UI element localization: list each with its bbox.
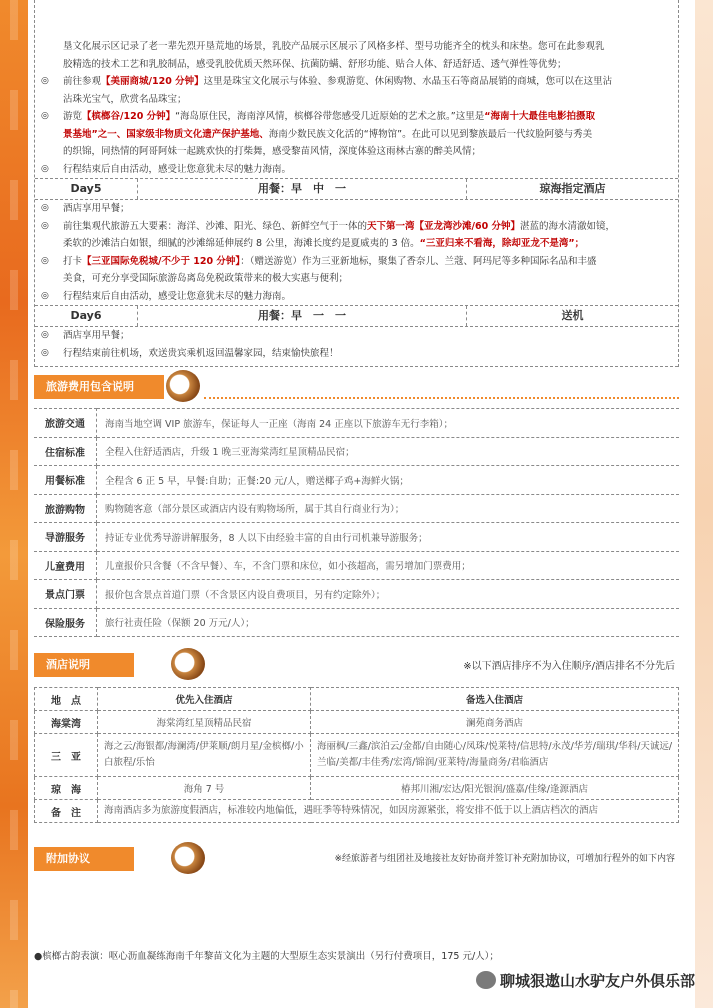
fee-value: 报价包含景点首道门票（不含景区内设自费项目，另有约定除外）；: [97, 580, 680, 609]
extra-section-header: [34, 841, 679, 877]
highlight-text: 【美丽商城/120 分钟】: [101, 76, 204, 87]
fees-section-header: [34, 369, 679, 405]
bullet-line: [35, 108, 678, 126]
text-line: [35, 270, 678, 288]
bullet-line: [35, 327, 678, 345]
body-text: “海岛原住民，海南淳风情，槟榔谷带您感受几近原始的艺术之旅。”这里是: [175, 111, 485, 122]
brand-watermark: [476, 970, 695, 991]
hotel-label: 琼海指定酒店: [539, 182, 606, 195]
fee-key: 住宿标准: [34, 437, 97, 466]
hotel-alternate: 澜苑商务酒店: [311, 711, 679, 734]
hotel-place: 琼 海: [35, 777, 98, 800]
body-text: 胶精选的技术工艺和乳胶制品，感受乳胶优质天然环保、抗菌防螨、舒形功能、贴合人体、舒适舒适、透气弹性等优势；: [63, 58, 567, 70]
wechat-icon: [476, 971, 496, 989]
fee-value: 旅行社责任险（保额 20 万元/人）；: [97, 608, 680, 637]
fee-key: 儿童费用: [34, 551, 97, 580]
header-preferred: 优先入住酒店: [98, 688, 311, 711]
text-line: [35, 126, 678, 144]
hotels-table: [34, 687, 679, 823]
body-text: 酒店享用早餐；: [63, 203, 130, 214]
hotel-row: [35, 734, 679, 777]
body-text: ：（赠送游览）作为三亚新地标，聚集了香奈儿、兰蔻、阿玛尼等多种国际名品和丰盛: [240, 255, 597, 267]
bullet-line: [35, 161, 678, 179]
body-text: 沾珠光宝气，欣赏名品珠宝；: [63, 93, 187, 105]
fee-key: 旅游交通: [34, 409, 97, 438]
body-text: 海南少数民族文化活的“博物馆”。在此可以见到黎族最后一代纹脸阿婆与秀美: [268, 128, 593, 140]
fees-title: 旅游费用包含说明: [34, 375, 164, 399]
hotel-row: [35, 777, 679, 800]
body-text: 柔软的沙滩洁白如银，细腻的沙滩绵延伸展约 8 公里，海滩长度约是夏威夷的 3 倍。: [63, 238, 420, 249]
fees-table: [34, 408, 679, 637]
text-line: [35, 91, 678, 109]
highlight-text: 天下第一湾【亚龙湾沙滩/60 分钟】: [367, 220, 521, 232]
fee-key: 保险服务: [34, 608, 97, 637]
fee-value: 儿童报价只含餐（不含早餐）、车，不含门票和床位，如小孩超高，需另增加门票费用；: [97, 551, 680, 580]
hotel-place: 海棠湾: [35, 711, 98, 734]
body-text: 这里是珠宝文化展示与体验、参观游览、休闲购物、水晶玉石等商品展销的商城，您可以在这里沾: [203, 76, 613, 87]
text-line: [35, 56, 678, 74]
hotel-row: [35, 711, 679, 734]
hotel-remark: 海南酒店多为旅游度假酒店，标准较内地偏低，遇旺季等特殊情况，如因房源紧张，将安排不低于以上酒店档次的酒店: [98, 800, 679, 823]
divider: [204, 397, 679, 399]
body-text: 湛蓝的海水清澈如镜，: [520, 220, 616, 232]
fee-row: [34, 551, 679, 580]
coconut-icon: [171, 842, 205, 874]
fee-key: 用餐标准: [34, 466, 97, 495]
hotel-place: 三 亚: [35, 734, 98, 777]
hotel-row: [35, 800, 679, 823]
fee-row: [34, 437, 679, 466]
body-text: 前往集观代旅游五大要素：海洋、沙滩、阳光、绿色、新鲜空气于一体的: [63, 220, 368, 232]
fee-row: [34, 608, 679, 637]
hotels-title: 酒店说明: [34, 653, 134, 677]
bullet-line: [35, 253, 678, 271]
left-decorative-strip: [0, 0, 28, 1008]
body-text: 行程结束后自由活动，感受让您意犹未尽的魅力海南。: [63, 290, 292, 302]
fee-value: 海南当地空调 VIP 旅游车，保证每人一正座（海南 24 正座以下旅游车无行李箱）；: [97, 409, 680, 438]
hotel-place: 备 注: [35, 800, 98, 823]
fee-row: [34, 409, 679, 438]
fee-key: 旅游购物: [34, 494, 97, 523]
extra-title: 附加协议: [34, 847, 134, 871]
document-content: [34, 0, 679, 877]
bullet-line: [35, 288, 678, 306]
fee-key: 景点门票: [34, 580, 97, 609]
hotels-section-header: [34, 647, 679, 683]
highlight-text: 【三亚国际免税城/不少于 120 分钟】: [82, 255, 241, 267]
itinerary-section: [34, 0, 679, 367]
body-text: 酒店享用早餐；: [63, 330, 130, 341]
day6-row: [35, 305, 678, 327]
hotel-label: 送机: [561, 309, 584, 322]
body-text: 垦文化展示区记录了老一辈先烈开垦荒地的场景，乳胶产品展示区展示了风格多样、型号功能齐全的枕头和床垫。您可在此参观乳: [63, 41, 605, 52]
fee-key: 导游服务: [34, 523, 97, 552]
text-line: [35, 235, 678, 253]
bullet-line: [35, 218, 678, 236]
extra-item: ●槟榔古韵表演：呕心沥血凝练海南千年黎苗文化为主题的大型原生态实景演出（另行付费项目，175 元/人）；: [34, 951, 499, 962]
header-alternate: 备选入住酒店: [311, 688, 679, 711]
fee-row: [34, 466, 679, 495]
fee-row: [34, 494, 679, 523]
body-text: 行程结束前往机场，欢送贵宾乘机返回温馨家园，结束愉快旅程！: [63, 347, 339, 359]
text-line: [35, 38, 678, 56]
body-text: 行程结束后自由活动，感受让您意犹未尽的魅力海南。: [63, 163, 292, 175]
hotel-preferred: 海角 7 号: [98, 777, 311, 800]
bullet-line: [35, 345, 678, 363]
highlight-text: “三亚归来不看海，除却亚龙不是湾”；: [419, 238, 585, 249]
hotel-alternate: 椿邦川湘/宏达/阳光银润/盛嘉/佳缘/逢源酒店: [311, 777, 679, 800]
fee-value: 全程含 6 正 5 早，早餐:自助；正餐:20 元/人，赠送椰子鸡+海鲜火锅；: [97, 466, 680, 495]
hotel-alternate: 海丽枫/三鑫/滨泊云/金都/自由随心/凤珠/悦莱特/信思特/永茂/华芳/瑞琪/华科/天诚远/兰临/美都/丰佳秀/宏湾/锦润/亚莱特/海量商务/君临酒店: [311, 734, 679, 777]
extra-note: ※经旅游者与组团社及地接社友好协商并签订补充附加协议，可增加行程外的如下内容: [334, 854, 675, 864]
day-label: Day6: [35, 306, 138, 326]
itinerary-top-lines: [35, 0, 678, 178]
fee-value: 全程入住舒适酒店，升级 1 晚三亚海棠湾红星顶精品民宿；: [97, 437, 680, 466]
coconut-icon: [171, 648, 205, 680]
coconut-icon: [166, 370, 200, 402]
fee-value: 持证专业优秀导游讲解服务，8 人以下由经验丰富的自由行司机兼导游服务；: [97, 523, 680, 552]
highlight-text: 景基地”之一、国家级非物质文化遗产保护基地、: [63, 128, 269, 140]
day5-lines: [35, 200, 678, 305]
hotel-preferred: 海棠湾红星顶精品民宿: [98, 711, 311, 734]
day5-row: [35, 178, 678, 200]
highlight-text: “海南十大最佳电影拍摄取: [484, 111, 595, 122]
text-line: [35, 143, 678, 161]
right-decorative-strip: [695, 0, 713, 1008]
brand-name: 聊城狠遨山水驴友户外俱乐部: [499, 972, 695, 990]
bullet-line: [35, 73, 678, 91]
hotel-preferred: 海之云/海银都/海澜湾/伊莱顺/朗月星/金槟榔/小白旅程/乐怡: [98, 734, 311, 777]
highlight-text: 【槟榔谷/120 分钟】: [82, 111, 176, 122]
body-text: 打卡: [63, 255, 83, 267]
meals-label: 用餐：早 一 一: [138, 306, 467, 326]
fee-row: [34, 523, 679, 552]
day-label: Day5: [35, 179, 138, 199]
bullet-line: [35, 200, 678, 218]
meals-label: 用餐：早 中 一: [138, 179, 467, 199]
fee-value: 购物随客意（部分景区或酒店内设有购物场所，属于其自行商业行为）；: [97, 494, 680, 523]
body-text: 美食，可充分享受国际旅游岛离岛免税政策带来的极大实惠与便利；: [63, 273, 349, 284]
day6-lines: [35, 327, 678, 367]
hotels-header-row: [35, 688, 679, 711]
body-text: 前往参观: [63, 76, 102, 87]
body-text: 游览: [63, 111, 83, 122]
hotels-note: ※以下酒店排序不为入住顺序/酒店排名不分先后: [463, 661, 675, 672]
body-text: 的织锦，同热情的阿哥阿妹一起跳欢快的打柴舞，感受黎苗风情，深度体验这雨林古寨的醉美风情；: [63, 146, 482, 157]
fee-row: [34, 580, 679, 609]
header-place: 地 点: [35, 688, 98, 711]
